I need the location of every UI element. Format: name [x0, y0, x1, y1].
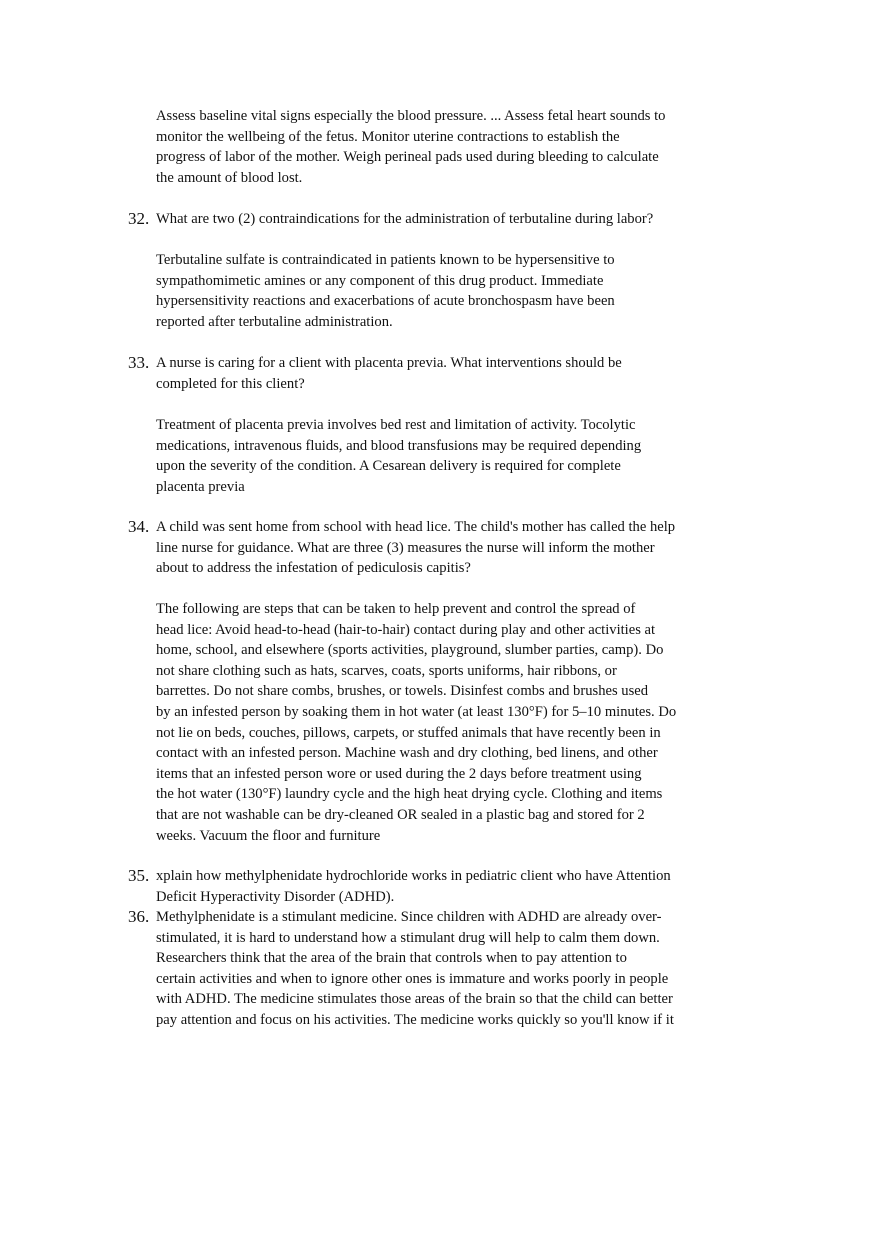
text-line: not share clothing such as hats, scarves, coats, sports uniforms, hair ribbons, or: [156, 662, 617, 679]
text-line: A child was sent home from school with head lice. The child's mother has called the help: [156, 519, 676, 535]
question-number-35: 35.: [128, 866, 150, 885]
text-line: by an infested person by soaking them in hot water (at least 130°F) for 5–10 minutes. Do: [156, 703, 677, 720]
text-line: with ADHD. The medicine stimulates those areas of the brain so that the child can better: [156, 991, 673, 1008]
text-line: Treatment of placenta previa involves bed rest and limitation of activity. Tocolytic: [156, 417, 636, 433]
text-line: the hot water (130°F) laundry cycle and the high heat drying cycle. Clothing and items: [156, 786, 663, 803]
text-line: upon the severity of the condition. A Cesarean delivery is required for complete: [156, 458, 621, 475]
text-line: placenta previa: [156, 478, 245, 495]
text-line: head lice: Avoid head-to-head (hair-to-hair) contact during play and other activities at: [156, 621, 656, 638]
intro-paragraph: [156, 106, 701, 188]
text-line: items that an infested person wore or used during the 2 days before treatment using: [156, 765, 642, 782]
question-number-34: 34.: [128, 517, 150, 536]
text-line: medications, intravenous fluids, and blood transfusions may be required depending: [156, 437, 642, 454]
question-number-32: 32.: [128, 209, 150, 228]
question-34-text: [156, 517, 701, 579]
text-line: Terbutaline sulfate is contraindicated in patients known to be hypersensitive to: [156, 252, 615, 268]
text-line: hypersensitivity reactions and exacerbations of acute bronchospasm have been: [156, 293, 615, 310]
text-line: home, school, and elsewhere (sports activities, playground, slumber parties, camp). Do: [156, 642, 664, 659]
text-line: pay attention and focus on his activities. The medicine works quickly so you'll know if it: [156, 1011, 674, 1028]
question-35-text: [156, 866, 701, 907]
text-line: Methylphenidate is a stimulant medicine. Since children with ADHD are already over-: [156, 909, 662, 925]
text-line: barrettes. Do not share combs, brushes, or towels. Disinfest combs and brushes used: [156, 683, 649, 700]
text-line: the amount of blood lost.: [156, 169, 303, 186]
text-line: line nurse for guidance. What are three (3) measures the nurse will inform the mother: [156, 539, 655, 556]
text-line: completed for this client?: [156, 375, 305, 392]
text-line: not lie on beds, couches, pillows, carpets, or stuffed animals that have recently been in: [156, 724, 661, 741]
text-line: The following are steps that can be taken to help prevent and control the spread of: [156, 601, 636, 617]
text-line: Deficit Hyperactivity Disorder (ADHD).: [156, 888, 395, 905]
text-line: stimulated, it is hard to understand how a stimulant drug will help to calm them down.: [156, 929, 660, 946]
text-line: progress of labor of the mother. Weigh perineal pads used during bleeding to calculate: [156, 149, 659, 166]
text-line: about to address the infestation of pediculosis capitis?: [156, 560, 471, 577]
answer-33-paragraph: [156, 415, 701, 497]
text-line: that are not washable can be dry-cleaned OR sealed in a plastic bag and stored for 2: [156, 806, 645, 823]
text-line: sympathomimetic amines or any component of this drug product. Immediate: [156, 272, 604, 289]
question-number-33: 33.: [128, 353, 150, 372]
text-line: xplain how methylphenidate hydrochloride works in pediatric client who have Attention: [156, 868, 671, 884]
text-line: certain activities and when to ignore other ones is immature and works poorly in people: [156, 970, 669, 987]
text-line: Assess baseline vital signs especially the blood pressure. ... Assess fetal heart sounds to: [156, 108, 666, 124]
text-line: reported after terbutaline administration.: [156, 313, 393, 330]
question-33-text: [156, 353, 701, 394]
text-line: contact with an infested person. Machine wash and dry clothing, bed linens, and other: [156, 745, 658, 762]
question-number-36: 36.: [128, 907, 150, 926]
question-36-text: [156, 907, 701, 1031]
answer-32-paragraph: [156, 250, 701, 332]
text-line: weeks. Vacuum the floor and furniture: [156, 827, 381, 844]
text-line: Researchers think that the area of the brain that controls when to pay attention to: [156, 950, 627, 967]
text-line: What are two (2) contraindications for the administration of terbutaline during labor?: [156, 211, 654, 227]
answer-34-paragraph: [156, 599, 701, 846]
text-line: A nurse is caring for a client with placenta previa. What interventions should be: [156, 355, 622, 371]
text-line: monitor the wellbeing of the fetus. Monitor uterine contractions to establish the: [156, 128, 620, 145]
question-32-text: [156, 209, 701, 230]
